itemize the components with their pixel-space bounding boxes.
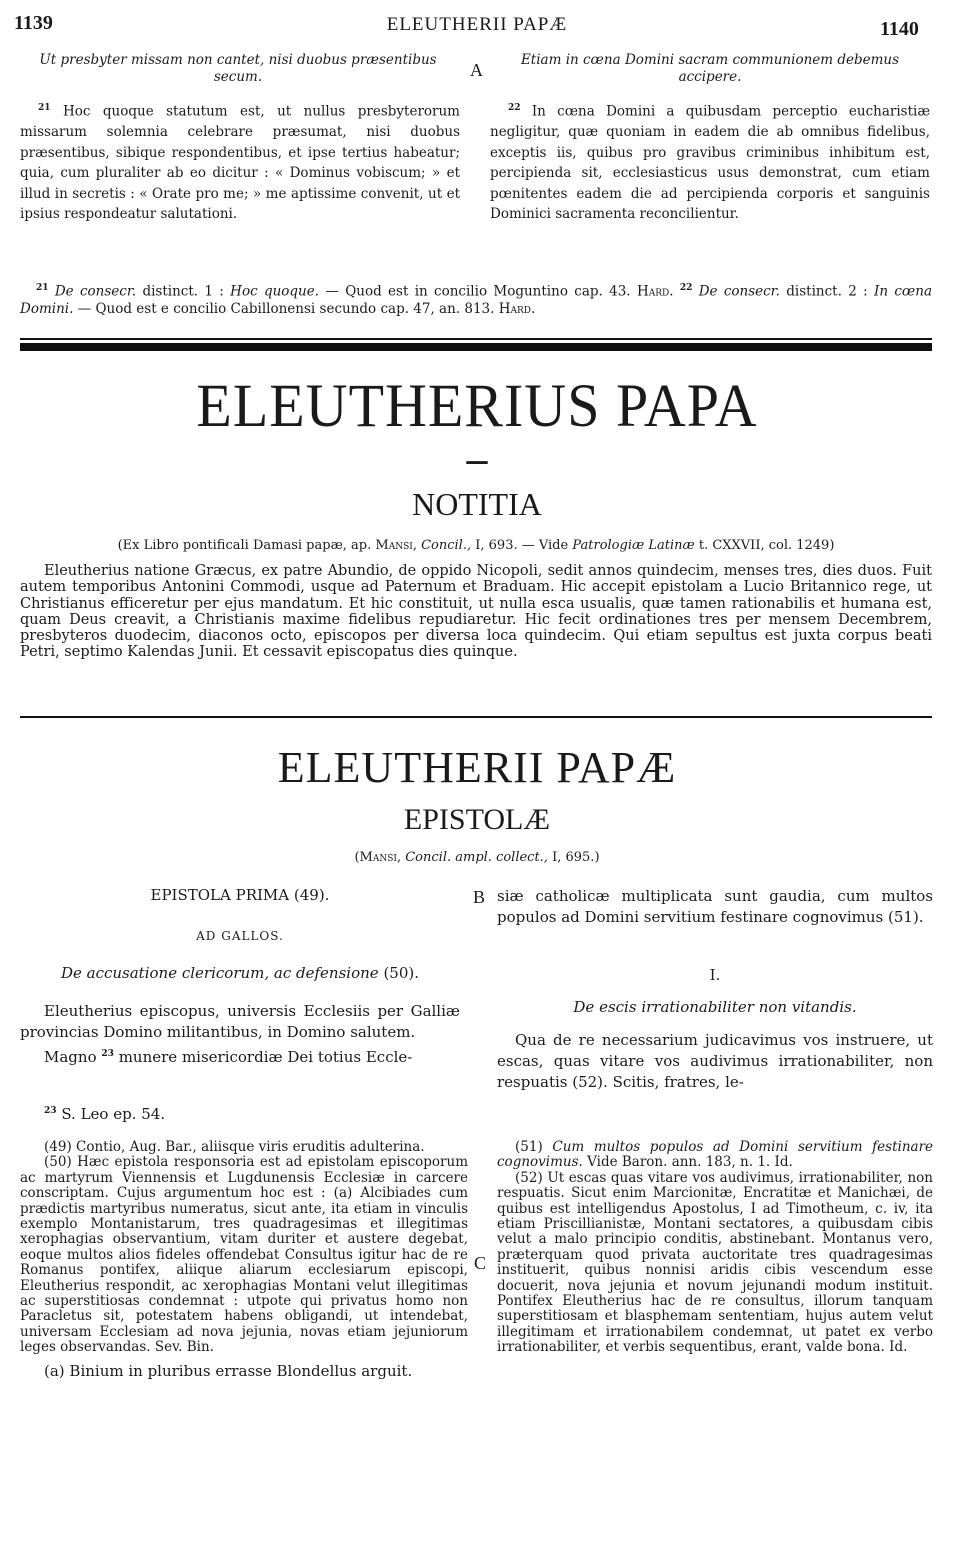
notitia-paragraph: Eleutherius natione Græcus, ex patre Abundio, de oppido Nicopoli, sedit annos quindecim, menses tres, dies duos. Fuit autem temporibus Antonini Commodi, usque ad Paternum et Braduam. Hic accepit epistolam a Lucio Britannico rege, ut Christianus efficeretur per ejus mandatum. Et hic constituit, ut nulla esca usualis, quæ tamen rationabilis et humana est, quam Deus creavit, a Christianis maxime fidelibus repudiaretur. Hic fecit ordinationes tres per mensem Decembrem, presbyteros duodecim, diaconos octo, episcopos per diversa loca quindecim. Qui etiam sepultus est juxta corpus beati Petri, septimo Kalendas Junii. Et cessavit episcopatus dies quinque. xyxy=(20,563,932,661)
right-text-2 xyxy=(497,1030,933,1093)
note-a: (a) Binium in pluribus errasse Blondellus arguit. xyxy=(44,1361,413,1380)
source-text: (Ex Libro pontificali Damasi papæ, ap. xyxy=(117,538,372,553)
paragraph-text: munere misericordiæ Dei totius Eccle- xyxy=(118,1048,413,1066)
note-50: (50) Hæc epistola responsoria est ad epistolam episcoporum ac martyrum Viennensis et Lugdunensis Ecclesiæ in carcere conscriptam. Cujus argumentum hoc est : (a) Alcibiades cum prædictis martyribus numeratus, sicut ante, ita etiam in vinculis exemplo Montanistarum, tres quadragesimas et illegitimas xerophagias observantium, vitam duriter et austere degebat, eoque multos alios fideles offendebat Consultus igitur hac de re Romanus pontifex, aliique aliarum ecclesiarum episcopi, Eleutherius respondit, ac xerophagias Montani velut illegitimas ac superstitiosas condemnat : utpote qui privatus homo non Paracletus sit, potestatem habens obligandi, ut intendebat, universam Ecclesiam ad nova jejunia, novas etiam jejuniorum leges observandas. Sev. Bin. xyxy=(20,1154,468,1356)
top-left-heading: Ut presbyter missam non cantet, nisi duobus præsentibus secum. xyxy=(39,52,437,85)
margin-letter-a: A xyxy=(470,60,483,80)
source-text: t. CXXVII, col. 1249) xyxy=(698,538,835,553)
footnote-marker: 22 xyxy=(679,283,693,293)
running-title: ELEUTHERII PAPÆ xyxy=(386,14,568,35)
epistle-address: AD GALLOS. xyxy=(196,929,284,943)
footnote-source: Hard. xyxy=(498,300,536,317)
note-number: (51) xyxy=(515,1139,543,1155)
note-quote: Cum multos populos ad Domini servitium festinare cognovimus. xyxy=(497,1139,934,1171)
epistolae-source xyxy=(0,850,954,865)
right-text-1 xyxy=(497,886,933,927)
footnote-ref: De consecr. xyxy=(54,283,137,300)
title-dash: — xyxy=(465,446,489,475)
page-number-left: 1139 xyxy=(14,12,53,34)
paragraph-text: Magno xyxy=(44,1048,97,1066)
notitia-source xyxy=(20,538,932,553)
subheading-note-ref: (50). xyxy=(383,964,420,982)
source-work: Concil. ampl. collect., xyxy=(405,850,548,865)
top-footnotes xyxy=(20,280,932,318)
canon-21-text: Hoc quoque statutum est, ut nullus presbyterorum missarum solemnia celebrare præsumat, nisi duobus præsentibus, sibique respondentibus, et ipse tertius habeatur; quia, cum pluraliter ab eo dicitur : « Dominus vobiscum; » et illud in secretis : « Orate pro me; » me aptissime convenit, ut et ipsius respondeatur salutationi. xyxy=(20,103,460,222)
epistle-greeting xyxy=(20,1001,460,1068)
epistolae-title: ELEUTHERII PAPÆ xyxy=(277,743,677,792)
top-right-heading: Etiam in cœna Domini sacram communionem debemus accipere. xyxy=(520,52,900,85)
section-rule-thin xyxy=(20,338,932,340)
top-left-column xyxy=(20,98,460,225)
page-number-right: 1140 xyxy=(880,18,919,40)
source-work: Patrologiæ Latinæ xyxy=(572,538,695,553)
note-49: (49) Contio, Aug. Bar., aliisque viris eruditis adulterina. xyxy=(44,1139,425,1155)
footnote-source: Hard. xyxy=(636,283,674,300)
margin-letter-b: B xyxy=(473,887,486,907)
left-notes xyxy=(20,1140,468,1379)
notitia-title: ELEUTHERIUS PAPA xyxy=(196,371,758,440)
footnote-text: S. Leo ep. 54. xyxy=(61,1105,166,1123)
source-text: I, 693. — Vide xyxy=(475,538,569,553)
note-text: Vide Baron. ann. 183, n. 1. Id. xyxy=(587,1154,793,1171)
footnote-text: — Quod est e concilio Cabillonensi secundo cap. 47, an. 813. xyxy=(77,300,495,317)
footnote-marker: 23 xyxy=(101,1049,114,1059)
right-notes xyxy=(497,1140,933,1356)
source-author: (Mansi, xyxy=(354,850,402,865)
epistolae-subtitle: EPISTOLÆ xyxy=(403,803,551,836)
footnote-italic: In cœna Domini. xyxy=(20,283,933,317)
footnote-23 xyxy=(44,1105,165,1123)
footnote-text: distinct. 1 : xyxy=(142,283,224,300)
footnote-marker: 23 xyxy=(44,1106,57,1116)
note-52: (52) Ut escas quas vitare vos audivimus, irrationabiliter, non respuatis. Sicut enim Marcionitæ, Encratitæ et Manichæi, de quibus est intelligendus Apostolus, I ad Timotheum, c. iv, ita etiam Priscillianistæ, Montani sectatores, a quibusdam cibis velut a malo principio conditis, abstinebant. Montanus vero, præterquam quod privata auctoritate tres quadragesimas instituerit, quibus nonnisi aridis cibis vescendum esse docuerit, nova jejunia et novum jejunandi modum instituit. Pontifex Eleutherius hac de re consultus, illorum tanquam superstitiosam et blasphemam sententiam, hujus autem velut illegitimam et irrationabilem condemnat, ut patet ex verbo irrationabiliter, et verbis sequentibus, erant, valde bona. Id. xyxy=(497,1169,933,1356)
epistle-subheading xyxy=(20,964,460,982)
footnote-marker: 22 xyxy=(508,103,521,113)
footnote-ref: De consecr. xyxy=(698,283,780,300)
section-rule xyxy=(20,716,932,718)
epistle-heading: EPISTOLA PRIMA (49). xyxy=(150,886,330,904)
footnote-marker: 21 xyxy=(36,283,49,293)
footnote-text: — Quod est in concilio Moguntino cap. 43. xyxy=(325,283,631,300)
notitia-body xyxy=(20,563,932,661)
subheading-text: De accusatione clericorum, ac defensione xyxy=(60,964,379,982)
margin-letter-c: C xyxy=(474,1253,487,1273)
source-text: I, 695.) xyxy=(552,850,600,865)
source-author: Mansi, xyxy=(375,538,417,553)
section-heading: De escis irrationabiliter non vitandis. xyxy=(573,998,857,1016)
paragraph-text: Qua de re necessarium judicavimus vos instruere, ut escas, quas vitare vos audivimus irrationabiliter, non respuatis (52). Scitis, fratres, le- xyxy=(497,1031,933,1091)
source-work: Concil., xyxy=(421,538,472,553)
footnote-text: distinct. 2 : xyxy=(786,283,868,300)
top-right-column xyxy=(490,98,930,225)
section-numeral: I. xyxy=(709,966,721,984)
canon-22-text: In cœna Domini a quibusdam perceptio eucharistiæ negligitur, quæ quoniam in eadem die ab omnibus fidelibus, exceptis iis, quibus pro gravibus criminibus inhibitum est, percipienda sit, ecclesiasticus usus demonstrat, cum etiam pœnitentes eadem die ad percipienda corporis et sanguinis Dominici sacramenta reconcilientur. xyxy=(490,103,931,222)
greeting-paragraph: Eleutherius episcopus, universis Ecclesiis per Galliæ provincias Domino militantibus, in Domino salutem. xyxy=(20,1002,460,1041)
section-rule-thick xyxy=(20,343,932,351)
notitia-subtitle: NOTITIA xyxy=(412,486,542,522)
paragraph-text: siæ catholicæ multiplicata sunt gaudia, cum multos populos ad Domini servitium festinare cognovimus (51). xyxy=(497,887,933,926)
footnote-italic: Hoc quoque. xyxy=(230,283,320,300)
footnote-marker: 21 xyxy=(38,103,51,113)
